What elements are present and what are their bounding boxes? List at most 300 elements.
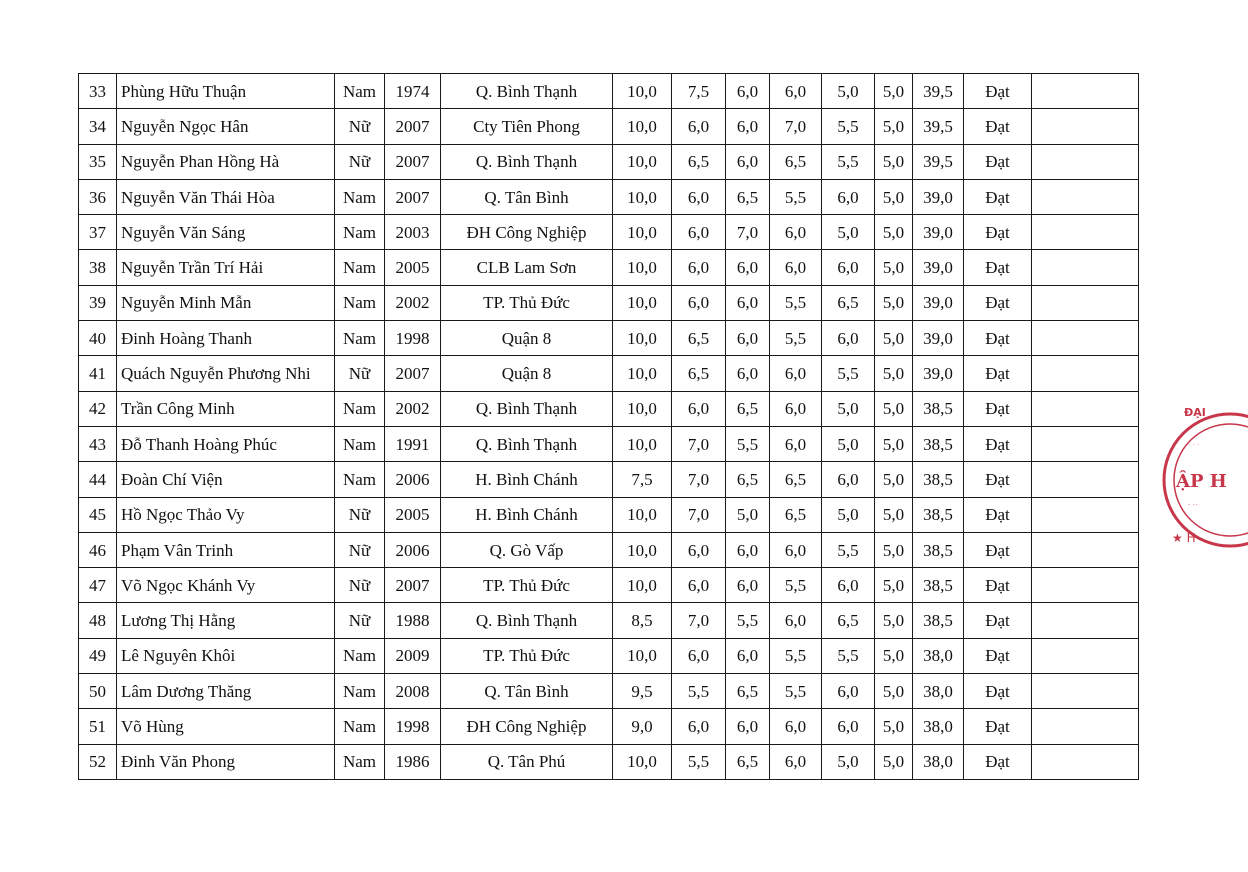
cell-score-3: 6,0 bbox=[726, 356, 770, 391]
cell-name: Phạm Vân Trinh bbox=[117, 532, 335, 567]
cell-score-2: 6,0 bbox=[672, 638, 726, 673]
cell-unit: TP. Thủ Đức bbox=[441, 638, 613, 673]
cell-birth-year: 2002 bbox=[385, 391, 441, 426]
cell-birth-year: 2006 bbox=[385, 532, 441, 567]
cell-score-5: 6,5 bbox=[822, 285, 875, 320]
cell-name: Võ Hùng bbox=[117, 709, 335, 744]
cell-score-3: 6,5 bbox=[726, 744, 770, 779]
cell-note bbox=[1032, 426, 1139, 461]
cell-total: 39,5 bbox=[913, 144, 964, 179]
cell-unit: Q. Bình Thạnh bbox=[441, 144, 613, 179]
cell-stt: 46 bbox=[79, 532, 117, 567]
cell-result: Đạt bbox=[964, 744, 1032, 779]
cell-score-3: 6,0 bbox=[726, 109, 770, 144]
cell-score-4: 6,5 bbox=[770, 462, 822, 497]
cell-unit: Q. Bình Thạnh bbox=[441, 426, 613, 461]
cell-sex: Nam bbox=[335, 321, 385, 356]
cell-total: 39,0 bbox=[913, 356, 964, 391]
cell-score-5: 6,0 bbox=[822, 462, 875, 497]
cell-name: Lâm Dương Thăng bbox=[117, 674, 335, 709]
cell-score-4: 6,0 bbox=[770, 744, 822, 779]
cell-score-1: 10,0 bbox=[613, 638, 672, 673]
cell-name: Nguyễn Văn Sáng bbox=[117, 215, 335, 250]
cell-sex: Nữ bbox=[335, 144, 385, 179]
cell-total: 38,0 bbox=[913, 638, 964, 673]
cell-birth-year: 1991 bbox=[385, 426, 441, 461]
cell-unit: H. Bình Chánh bbox=[441, 462, 613, 497]
cell-stt: 35 bbox=[79, 144, 117, 179]
cell-sex: Nam bbox=[335, 285, 385, 320]
cell-score-6: 5,0 bbox=[875, 285, 913, 320]
cell-score-1: 10,0 bbox=[613, 744, 672, 779]
cell-score-2: 7,0 bbox=[672, 462, 726, 497]
cell-birth-year: 1988 bbox=[385, 603, 441, 638]
cell-stt: 50 bbox=[79, 674, 117, 709]
cell-note bbox=[1032, 603, 1139, 638]
cell-sex: Nam bbox=[335, 426, 385, 461]
cell-total: 39,0 bbox=[913, 321, 964, 356]
cell-result: Đạt bbox=[964, 674, 1032, 709]
cell-score-2: 6,0 bbox=[672, 109, 726, 144]
cell-score-6: 5,0 bbox=[875, 568, 913, 603]
cell-note bbox=[1032, 497, 1139, 532]
cell-name: Quách Nguyễn Phương Nhi bbox=[117, 356, 335, 391]
cell-score-5: 5,0 bbox=[822, 74, 875, 109]
cell-birth-year: 1986 bbox=[385, 744, 441, 779]
svg-text:· · ·: · · · bbox=[1188, 441, 1200, 449]
cell-total: 38,0 bbox=[913, 744, 964, 779]
cell-name: Nguyễn Minh Mẫn bbox=[117, 285, 335, 320]
cell-total: 39,0 bbox=[913, 179, 964, 214]
cell-name: Võ Ngọc Khánh Vy bbox=[117, 568, 335, 603]
cell-unit: Q. Tân Bình bbox=[441, 674, 613, 709]
cell-score-3: 6,0 bbox=[726, 250, 770, 285]
cell-birth-year: 2007 bbox=[385, 144, 441, 179]
cell-name: Đinh Văn Phong bbox=[117, 744, 335, 779]
cell-score-4: 7,0 bbox=[770, 109, 822, 144]
cell-unit: ĐH Công Nghiệp bbox=[441, 709, 613, 744]
cell-score-5: 5,5 bbox=[822, 356, 875, 391]
cell-score-2: 5,5 bbox=[672, 674, 726, 709]
cell-note bbox=[1032, 391, 1139, 426]
cell-unit: H. Bình Chánh bbox=[441, 497, 613, 532]
cell-note bbox=[1032, 74, 1139, 109]
cell-total: 39,0 bbox=[913, 250, 964, 285]
cell-birth-year: 2003 bbox=[385, 215, 441, 250]
cell-score-1: 9,5 bbox=[613, 674, 672, 709]
cell-note bbox=[1032, 709, 1139, 744]
cell-result: Đạt bbox=[964, 709, 1032, 744]
cell-sex: Nam bbox=[335, 215, 385, 250]
cell-stt: 33 bbox=[79, 74, 117, 109]
cell-name: Đỗ Thanh Hoàng Phúc bbox=[117, 426, 335, 461]
cell-result: Đạt bbox=[964, 603, 1032, 638]
cell-note bbox=[1032, 638, 1139, 673]
cell-score-2: 6,0 bbox=[672, 532, 726, 567]
cell-score-1: 8,5 bbox=[613, 603, 672, 638]
cell-note bbox=[1032, 215, 1139, 250]
cell-sex: Nam bbox=[335, 744, 385, 779]
cell-score-3: 6,5 bbox=[726, 462, 770, 497]
cell-score-6: 5,0 bbox=[875, 144, 913, 179]
cell-score-1: 10,0 bbox=[613, 532, 672, 567]
cell-score-4: 6,5 bbox=[770, 144, 822, 179]
cell-note bbox=[1032, 109, 1139, 144]
cell-score-4: 6,0 bbox=[770, 426, 822, 461]
cell-note bbox=[1032, 568, 1139, 603]
cell-score-3: 6,5 bbox=[726, 179, 770, 214]
cell-score-5: 5,0 bbox=[822, 215, 875, 250]
cell-score-2: 5,5 bbox=[672, 744, 726, 779]
cell-name: Lê Nguyên Khôi bbox=[117, 638, 335, 673]
table-row bbox=[79, 497, 1139, 532]
cell-score-4: 6,0 bbox=[770, 74, 822, 109]
table-row bbox=[79, 144, 1139, 179]
cell-score-6: 5,0 bbox=[875, 462, 913, 497]
cell-birth-year: 2007 bbox=[385, 356, 441, 391]
cell-birth-year: 2007 bbox=[385, 568, 441, 603]
cell-score-2: 6,5 bbox=[672, 144, 726, 179]
cell-unit: Quận 8 bbox=[441, 356, 613, 391]
cell-name: Nguyễn Trần Trí Hải bbox=[117, 250, 335, 285]
cell-sex: Nữ bbox=[335, 497, 385, 532]
cell-sex: Nam bbox=[335, 74, 385, 109]
cell-score-5: 5,0 bbox=[822, 744, 875, 779]
cell-sex: Nam bbox=[335, 179, 385, 214]
table-row bbox=[79, 674, 1139, 709]
cell-score-1: 10,0 bbox=[613, 321, 672, 356]
cell-result: Đạt bbox=[964, 285, 1032, 320]
cell-birth-year: 2007 bbox=[385, 109, 441, 144]
table-row bbox=[79, 179, 1139, 214]
table-row bbox=[79, 215, 1139, 250]
cell-sex: Nam bbox=[335, 250, 385, 285]
cell-birth-year: 1998 bbox=[385, 321, 441, 356]
cell-score-2: 7,5 bbox=[672, 74, 726, 109]
cell-score-2: 6,0 bbox=[672, 250, 726, 285]
cell-result: Đạt bbox=[964, 426, 1032, 461]
cell-sex: Nam bbox=[335, 709, 385, 744]
cell-score-2: 6,0 bbox=[672, 568, 726, 603]
cell-total: 38,5 bbox=[913, 568, 964, 603]
cell-score-3: 5,5 bbox=[726, 426, 770, 461]
cell-birth-year: 2005 bbox=[385, 497, 441, 532]
cell-score-4: 6,0 bbox=[770, 250, 822, 285]
table-row bbox=[79, 356, 1139, 391]
cell-score-4: 5,5 bbox=[770, 179, 822, 214]
cell-score-5: 5,0 bbox=[822, 391, 875, 426]
cell-stt: 52 bbox=[79, 744, 117, 779]
cell-name: Trần Công Minh bbox=[117, 391, 335, 426]
svg-text:ĐẠI: ĐẠI bbox=[1184, 406, 1206, 419]
cell-total: 38,0 bbox=[913, 674, 964, 709]
cell-stt: 48 bbox=[79, 603, 117, 638]
cell-unit: ĐH Công Nghiệp bbox=[441, 215, 613, 250]
cell-score-6: 5,0 bbox=[875, 250, 913, 285]
cell-stt: 34 bbox=[79, 109, 117, 144]
cell-note bbox=[1032, 250, 1139, 285]
cell-total: 39,5 bbox=[913, 109, 964, 144]
cell-score-4: 6,0 bbox=[770, 709, 822, 744]
cell-score-4: 5,5 bbox=[770, 638, 822, 673]
cell-score-1: 10,0 bbox=[613, 497, 672, 532]
cell-score-6: 5,0 bbox=[875, 674, 913, 709]
cell-score-5: 6,0 bbox=[822, 674, 875, 709]
cell-unit: TP. Thủ Đức bbox=[441, 285, 613, 320]
cell-result: Đạt bbox=[964, 391, 1032, 426]
cell-note bbox=[1032, 179, 1139, 214]
cell-result: Đạt bbox=[964, 250, 1032, 285]
cell-score-6: 5,0 bbox=[875, 744, 913, 779]
results-table bbox=[78, 73, 1139, 780]
cell-stt: 36 bbox=[79, 179, 117, 214]
cell-score-1: 10,0 bbox=[613, 285, 672, 320]
cell-sex: Nữ bbox=[335, 109, 385, 144]
cell-score-6: 5,0 bbox=[875, 603, 913, 638]
cell-note bbox=[1032, 674, 1139, 709]
cell-score-2: 6,5 bbox=[672, 356, 726, 391]
cell-score-3: 6,0 bbox=[726, 709, 770, 744]
cell-stt: 49 bbox=[79, 638, 117, 673]
table-row bbox=[79, 638, 1139, 673]
cell-score-5: 6,0 bbox=[822, 250, 875, 285]
cell-sex: Nữ bbox=[335, 532, 385, 567]
cell-score-5: 5,5 bbox=[822, 144, 875, 179]
table-row bbox=[79, 250, 1139, 285]
cell-score-1: 10,0 bbox=[613, 426, 672, 461]
cell-unit: TP. Thủ Đức bbox=[441, 568, 613, 603]
cell-name: Đoàn Chí Viện bbox=[117, 462, 335, 497]
cell-total: 38,5 bbox=[913, 462, 964, 497]
cell-score-3: 5,0 bbox=[726, 497, 770, 532]
cell-total: 39,0 bbox=[913, 215, 964, 250]
cell-sex: Nam bbox=[335, 638, 385, 673]
cell-result: Đạt bbox=[964, 356, 1032, 391]
cell-score-6: 5,0 bbox=[875, 109, 913, 144]
cell-score-3: 5,5 bbox=[726, 603, 770, 638]
cell-sex: Nữ bbox=[335, 568, 385, 603]
cell-name: Đinh Hoàng Thanh bbox=[117, 321, 335, 356]
svg-text:★ H: ★ H bbox=[1172, 531, 1196, 545]
cell-birth-year: 2007 bbox=[385, 179, 441, 214]
cell-score-3: 6,0 bbox=[726, 285, 770, 320]
cell-birth-year: 2005 bbox=[385, 250, 441, 285]
cell-birth-year: 2006 bbox=[385, 462, 441, 497]
cell-score-2: 6,0 bbox=[672, 391, 726, 426]
cell-stt: 37 bbox=[79, 215, 117, 250]
cell-result: Đạt bbox=[964, 532, 1032, 567]
cell-unit: Cty Tiên Phong bbox=[441, 109, 613, 144]
cell-total: 39,5 bbox=[913, 74, 964, 109]
cell-score-5: 6,5 bbox=[822, 603, 875, 638]
cell-score-6: 5,0 bbox=[875, 426, 913, 461]
cell-score-4: 6,0 bbox=[770, 532, 822, 567]
cell-score-1: 10,0 bbox=[613, 568, 672, 603]
cell-total: 38,5 bbox=[913, 532, 964, 567]
cell-note bbox=[1032, 321, 1139, 356]
cell-score-5: 5,5 bbox=[822, 638, 875, 673]
cell-stt: 38 bbox=[79, 250, 117, 285]
cell-unit: Q. Tân Bình bbox=[441, 179, 613, 214]
cell-score-3: 6,5 bbox=[726, 391, 770, 426]
cell-result: Đạt bbox=[964, 638, 1032, 673]
cell-score-6: 5,0 bbox=[875, 638, 913, 673]
table-row bbox=[79, 462, 1139, 497]
cell-score-6: 5,0 bbox=[875, 532, 913, 567]
table-row bbox=[79, 321, 1139, 356]
cell-result: Đạt bbox=[964, 462, 1032, 497]
cell-score-5: 5,0 bbox=[822, 426, 875, 461]
cell-score-5: 5,5 bbox=[822, 109, 875, 144]
cell-score-2: 7,0 bbox=[672, 426, 726, 461]
cell-result: Đạt bbox=[964, 109, 1032, 144]
table-row bbox=[79, 532, 1139, 567]
cell-unit: CLB Lam Sơn bbox=[441, 250, 613, 285]
cell-sex: Nam bbox=[335, 391, 385, 426]
cell-score-3: 6,0 bbox=[726, 321, 770, 356]
cell-score-3: 6,0 bbox=[726, 638, 770, 673]
cell-score-4: 5,5 bbox=[770, 321, 822, 356]
cell-score-6: 5,0 bbox=[875, 391, 913, 426]
cell-score-6: 5,0 bbox=[875, 356, 913, 391]
cell-score-4: 6,5 bbox=[770, 497, 822, 532]
cell-total: 39,0 bbox=[913, 285, 964, 320]
cell-score-4: 6,0 bbox=[770, 356, 822, 391]
cell-score-2: 6,0 bbox=[672, 179, 726, 214]
cell-result: Đạt bbox=[964, 179, 1032, 214]
cell-score-5: 6,0 bbox=[822, 568, 875, 603]
cell-unit: Q. Gò Vấp bbox=[441, 532, 613, 567]
cell-score-6: 5,0 bbox=[875, 497, 913, 532]
cell-note bbox=[1032, 462, 1139, 497]
cell-stt: 43 bbox=[79, 426, 117, 461]
cell-result: Đạt bbox=[964, 215, 1032, 250]
cell-note bbox=[1032, 744, 1139, 779]
cell-score-6: 5,0 bbox=[875, 179, 913, 214]
cell-unit: Q. Bình Thạnh bbox=[441, 603, 613, 638]
cell-name: Hồ Ngọc Thảo Vy bbox=[117, 497, 335, 532]
cell-result: Đạt bbox=[964, 497, 1032, 532]
cell-score-4: 6,0 bbox=[770, 603, 822, 638]
cell-stt: 42 bbox=[79, 391, 117, 426]
cell-stt: 41 bbox=[79, 356, 117, 391]
cell-unit: Q. Tân Phú bbox=[441, 744, 613, 779]
cell-score-1: 10,0 bbox=[613, 391, 672, 426]
cell-unit: Quận 8 bbox=[441, 321, 613, 356]
table-row bbox=[79, 391, 1139, 426]
cell-birth-year: 1974 bbox=[385, 74, 441, 109]
cell-birth-year: 1998 bbox=[385, 709, 441, 744]
cell-stt: 45 bbox=[79, 497, 117, 532]
cell-score-4: 5,5 bbox=[770, 674, 822, 709]
cell-score-1: 10,0 bbox=[613, 356, 672, 391]
cell-score-1: 7,5 bbox=[613, 462, 672, 497]
table-row bbox=[79, 744, 1139, 779]
cell-score-1: 10,0 bbox=[613, 250, 672, 285]
cell-stt: 51 bbox=[79, 709, 117, 744]
cell-stt: 44 bbox=[79, 462, 117, 497]
cell-total: 38,0 bbox=[913, 709, 964, 744]
cell-score-1: 10,0 bbox=[613, 109, 672, 144]
cell-score-2: 7,0 bbox=[672, 603, 726, 638]
table-row bbox=[79, 426, 1139, 461]
cell-name: Phùng Hữu Thuận bbox=[117, 74, 335, 109]
table-row bbox=[79, 74, 1139, 109]
cell-birth-year: 2009 bbox=[385, 638, 441, 673]
cell-score-1: 10,0 bbox=[613, 74, 672, 109]
cell-score-4: 6,0 bbox=[770, 391, 822, 426]
cell-birth-year: 2008 bbox=[385, 674, 441, 709]
cell-name: Nguyễn Phan Hồng Hà bbox=[117, 144, 335, 179]
cell-note bbox=[1032, 144, 1139, 179]
cell-score-3: 6,0 bbox=[726, 568, 770, 603]
cell-score-3: 6,5 bbox=[726, 674, 770, 709]
table-row bbox=[79, 285, 1139, 320]
svg-text:ẬP H: ẬP H bbox=[1176, 471, 1227, 492]
cell-score-3: 6,0 bbox=[726, 74, 770, 109]
cell-score-4: 5,5 bbox=[770, 568, 822, 603]
svg-text:- -·: - -· bbox=[1188, 501, 1198, 509]
table-row bbox=[79, 709, 1139, 744]
cell-stt: 40 bbox=[79, 321, 117, 356]
cell-total: 38,5 bbox=[913, 391, 964, 426]
cell-unit: Q. Bình Thạnh bbox=[441, 391, 613, 426]
cell-result: Đạt bbox=[964, 144, 1032, 179]
cell-score-6: 5,0 bbox=[875, 215, 913, 250]
table-body bbox=[79, 74, 1139, 780]
cell-stt: 47 bbox=[79, 568, 117, 603]
cell-birth-year: 2002 bbox=[385, 285, 441, 320]
cell-name: Lương Thị Hằng bbox=[117, 603, 335, 638]
cell-score-6: 5,0 bbox=[875, 709, 913, 744]
cell-score-5: 6,0 bbox=[822, 709, 875, 744]
cell-name: Nguyễn Văn Thái Hòa bbox=[117, 179, 335, 214]
cell-score-5: 5,0 bbox=[822, 497, 875, 532]
cell-note bbox=[1032, 356, 1139, 391]
cell-score-5: 6,0 bbox=[822, 179, 875, 214]
cell-sex: Nữ bbox=[335, 603, 385, 638]
cell-score-6: 5,0 bbox=[875, 74, 913, 109]
cell-result: Đạt bbox=[964, 74, 1032, 109]
cell-name: Nguyễn Ngọc Hân bbox=[117, 109, 335, 144]
cell-total: 38,5 bbox=[913, 426, 964, 461]
cell-score-2: 6,0 bbox=[672, 285, 726, 320]
cell-score-1: 10,0 bbox=[613, 144, 672, 179]
table-row bbox=[79, 568, 1139, 603]
cell-result: Đạt bbox=[964, 321, 1032, 356]
table-row bbox=[79, 109, 1139, 144]
cell-score-2: 7,0 bbox=[672, 497, 726, 532]
cell-score-5: 6,0 bbox=[822, 321, 875, 356]
cell-total: 38,5 bbox=[913, 603, 964, 638]
table-row bbox=[79, 603, 1139, 638]
cell-result: Đạt bbox=[964, 568, 1032, 603]
cell-score-2: 6,0 bbox=[672, 215, 726, 250]
cell-score-6: 5,0 bbox=[875, 321, 913, 356]
cell-score-4: 5,5 bbox=[770, 285, 822, 320]
cell-score-3: 6,0 bbox=[726, 144, 770, 179]
cell-score-2: 6,0 bbox=[672, 709, 726, 744]
cell-score-1: 9,0 bbox=[613, 709, 672, 744]
cell-score-2: 6,5 bbox=[672, 321, 726, 356]
cell-score-1: 10,0 bbox=[613, 179, 672, 214]
cell-sex: Nam bbox=[335, 674, 385, 709]
cell-score-4: 6,0 bbox=[770, 215, 822, 250]
cell-score-5: 5,5 bbox=[822, 532, 875, 567]
cell-sex: Nữ bbox=[335, 356, 385, 391]
cell-score-1: 10,0 bbox=[613, 215, 672, 250]
cell-total: 38,5 bbox=[913, 497, 964, 532]
